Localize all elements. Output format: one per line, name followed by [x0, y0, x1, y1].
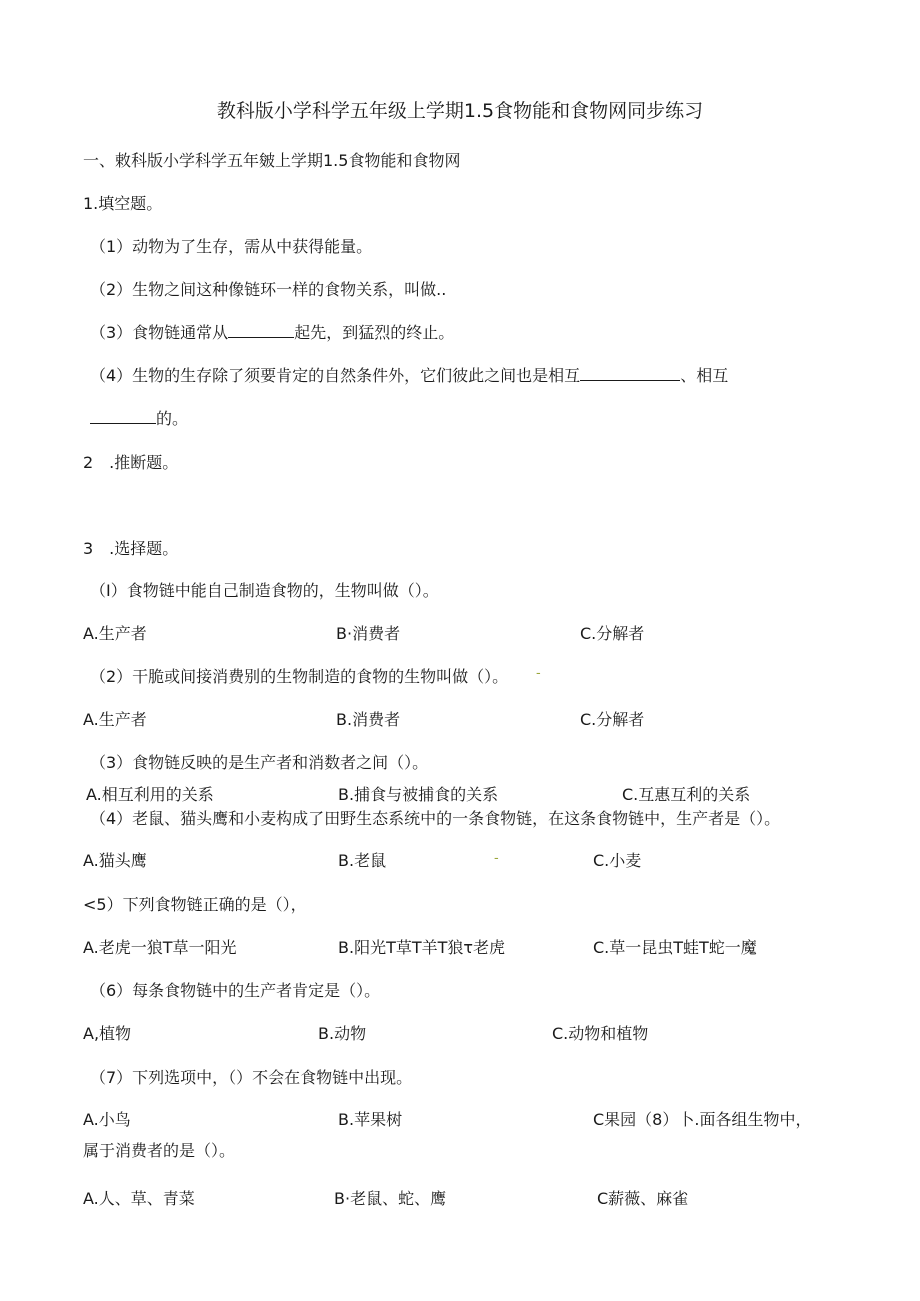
q3-heading: 3 .选择题。 [83, 539, 179, 558]
q1-item-2: （2）生物之间这种像链环一样的食物关系，叫做.. [90, 280, 447, 299]
q3-4-stem: （4）老鼠、猫头鹰和小麦构成了田野生态系统中的一条食物链，在这条食物链中，生产者是（）。 [90, 809, 781, 828]
answer-blank [580, 365, 680, 381]
q3-8-option-b: B·老鼠、蛇、鹰 [334, 1189, 447, 1208]
q3-3-option-b: B.捕食与被捕食的关系 [338, 785, 499, 804]
q3-2-option-c: C.分解者 [580, 710, 645, 729]
q1-item-4 [90, 365, 728, 387]
q1-item-4-start: （4）生物的生存除了须要肯定的自然条件外，它们彼此之间也是相互 [90, 366, 581, 385]
q3-5-option-a: A.老虎一狼T草一阳光 [83, 938, 237, 957]
answer-blank [90, 408, 156, 424]
q3-5-option-b: B.阳光T草T羊T狼τ老虎 [338, 938, 506, 957]
q3-1-option-b: B·消费者 [336, 624, 401, 643]
stray-mark: - [536, 666, 541, 681]
q3-6-option-b: B.动物 [318, 1024, 367, 1043]
q3-2-stem: （2）干脆或间接消费别的生物制造的食物的生物叫做（）。 [90, 667, 509, 686]
q2-heading: 2 .推断题。 [83, 453, 179, 472]
q1-item-4-cont [90, 408, 188, 430]
q1-item-4-end: 的。 [156, 409, 189, 428]
q3-3-stem: （3）食物链反映的是生产者和消数者之间（）。 [90, 753, 429, 772]
answer-blank [228, 322, 294, 338]
q3-7-option-c: C果园（8）卜.面各组生物中， [593, 1110, 812, 1129]
q1-heading: 1.填空题。 [83, 194, 163, 213]
q3-8-option-c: C薪薇、麻雀 [597, 1189, 689, 1208]
q3-4-option-a: A.猫头鹰 [83, 851, 147, 870]
q3-5-option-c: C.草一昆虫T蛙T蛇一魔 [593, 938, 757, 957]
q3-2-option-a: A.生产者 [83, 710, 147, 729]
q3-7-stem: （7）下列选项中，（）不会在食物链中出现。 [90, 1068, 413, 1087]
q3-4-option-b: B.老鼠 [338, 851, 387, 870]
page-title: 教科版小学科学五年级上学期1.5食物能和食物网同步练习 [216, 100, 704, 122]
stray-mark: - [494, 851, 499, 866]
section-heading: 一、敕科版小学科学五年皴上学期1.5食物能和食物网 [83, 151, 461, 170]
q3-1-option-c: C.分解者 [580, 624, 645, 643]
q3-6-option-c: C.动物和植物 [552, 1024, 649, 1043]
q1-item-3-start: （3）食物链通常从 [90, 323, 229, 342]
q1-item-3-end: 起先，到猛烈的终止。 [294, 323, 455, 342]
q3-7-option-a: A.小鸟 [83, 1110, 131, 1129]
q3-1-stem: （I）食物链中能自己制造食物的，生物叫做（）。 [90, 581, 439, 600]
q3-8-option-a: A.人、草、青菜 [83, 1189, 195, 1208]
q3-3-option-c: C.互惠互利的关系 [622, 785, 751, 804]
q3-2-option-b: B.消费者 [336, 710, 401, 729]
q3-8-stem: 属于消费者的是（）。 [83, 1141, 236, 1160]
q3-6-option-a: A,植物 [83, 1024, 132, 1043]
q3-5-stem: <5）下列食物链正确的是（）， [83, 895, 307, 914]
q3-7-option-b: B.苹果树 [338, 1110, 403, 1129]
q1-item-4-mid: 、相互 [680, 366, 729, 385]
q3-1-option-a: A.生产者 [83, 624, 147, 643]
q3-3-option-a: A.相互利用的关系 [86, 785, 214, 804]
q3-6-stem: （6）每条食物链中的生产者肯定是（）。 [90, 981, 381, 1000]
q3-4-option-c: C.小麦 [593, 851, 642, 870]
q1-item-1: （1）动物为了生存，需从中获得能量。 [90, 237, 373, 256]
q1-item-3 [90, 322, 454, 344]
